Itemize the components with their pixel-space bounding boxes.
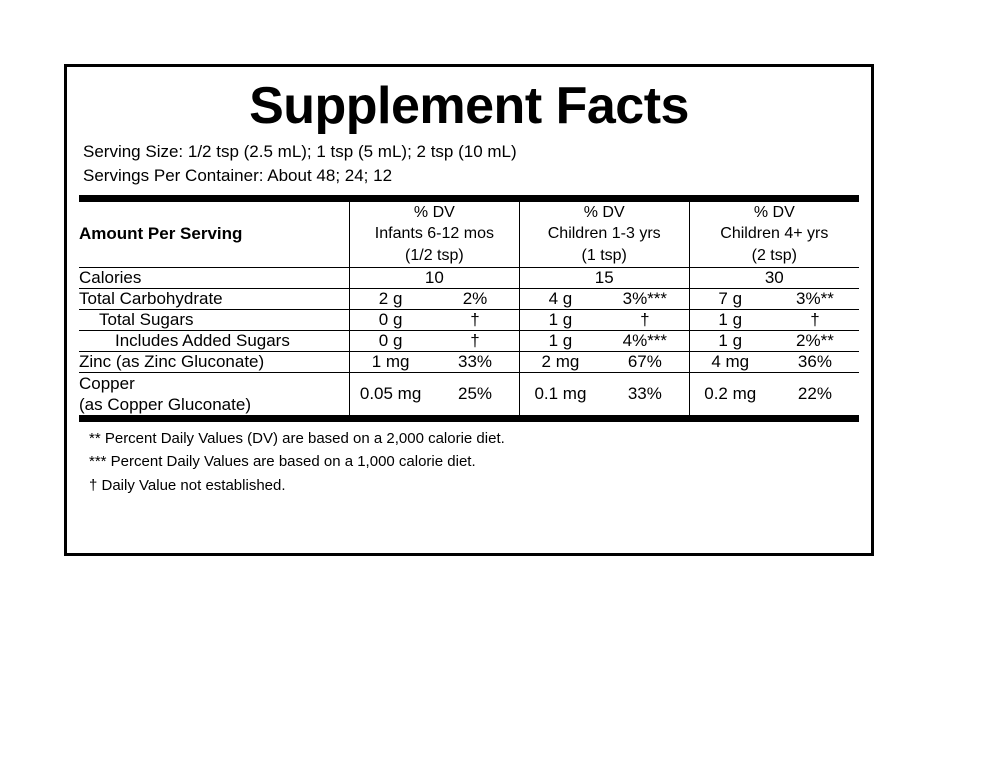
nutrient-name: Includes Added Sugars: [79, 330, 349, 351]
table-row: [79, 267, 859, 288]
nutrient-amount: 1 g: [519, 309, 601, 330]
nutrient-name: Calories: [79, 267, 349, 288]
nutrient-dv: 2%: [431, 288, 519, 309]
nutrient-amount: 4 g: [519, 288, 601, 309]
divider-thick-bottom: [79, 415, 859, 422]
nutrient-amount: 2 mg: [519, 351, 601, 372]
nutrient-dv: 25%: [431, 372, 519, 415]
nutrient-dv: 33%: [431, 351, 519, 372]
nutrient-amount: 1 g: [519, 330, 601, 351]
nutrient-value: 30: [689, 267, 859, 288]
column-header-infants-line2: Infants 6-12 mos: [374, 225, 494, 243]
servings-per-container: Servings Per Container: About 48; 24; 12: [83, 166, 393, 186]
serving-info: [79, 140, 859, 189]
nutrient-amount: 4 mg: [689, 351, 771, 372]
column-header-children-1-3-line2: Children 1-3 yrs: [547, 225, 661, 243]
column-header-children-4plus-line2: Children 4+ yrs: [720, 225, 829, 243]
footnotes: [79, 422, 859, 497]
nutrient-value: 10: [349, 267, 519, 288]
nutrient-amount: 1 g: [689, 309, 771, 330]
column-header-children-1-3: [519, 202, 689, 267]
nutrient-dv: 36%: [771, 351, 859, 372]
nutrient-name-line2: (as Copper Gluconate): [79, 394, 251, 414]
column-header-children-4plus-line1: % DV: [753, 203, 795, 221]
nutrient-name: Zinc (as Zinc Gluconate): [79, 351, 349, 372]
nutrient-amount: 0.2 mg: [689, 372, 771, 415]
supplement-facts-panel: [64, 64, 874, 556]
column-header-infants-line3: (1/2 tsp): [405, 247, 464, 265]
nutrient-name-line1: Copper: [79, 373, 135, 393]
nutrient-dv: 67%: [601, 351, 689, 372]
column-header-children-1-3-line3: (1 tsp): [581, 247, 627, 265]
footnote-dv-2000: ** Percent Daily Values (DV) are based on a 2,000 calorie diet.: [89, 430, 505, 448]
column-header-children-1-3-line1: % DV: [583, 203, 625, 221]
nutrient-dv: †: [601, 309, 689, 330]
footnote-dagger: † Daily Value not established.: [89, 476, 286, 494]
column-header-children-4plus-line3: (2 tsp): [751, 247, 797, 265]
nutrient-amount: 1 mg: [349, 351, 431, 372]
page-title: Supplement Facts: [249, 77, 689, 135]
nutrient-amount: 1 g: [689, 330, 771, 351]
nutrient-dv: 22%: [771, 372, 859, 415]
table-row: [79, 351, 859, 372]
amount-per-serving-header: Amount Per Serving: [79, 224, 243, 244]
table-row: [79, 288, 859, 309]
column-header-infants: [349, 202, 519, 267]
column-header-infants-line1: % DV: [413, 203, 455, 221]
supplement-facts-inner: [79, 73, 859, 497]
nutrient-dv: †: [431, 309, 519, 330]
nutrient-amount: 0.1 mg: [519, 372, 601, 415]
footnote-dv-1000: *** Percent Daily Values are based on a 1,000 calorie diet.: [89, 453, 476, 471]
serving-size: Serving Size: 1/2 tsp (2.5 mL); 1 tsp (5 mL); 2 tsp (10 mL): [83, 141, 517, 161]
column-header-children-4plus: [689, 202, 859, 267]
nutrient-dv: †: [431, 330, 519, 351]
nutrient-dv: 4%***: [601, 330, 689, 351]
nutrient-dv: 3%***: [601, 288, 689, 309]
nutrient-dv: 33%: [601, 372, 689, 415]
nutrient-name: [79, 372, 349, 415]
nutrient-dv: 3%**: [771, 288, 859, 309]
nutrient-amount: 7 g: [689, 288, 771, 309]
table-header-row: [79, 202, 859, 267]
nutrient-amount: 0.05 mg: [349, 372, 431, 415]
nutrient-name: Total Carbohydrate: [79, 288, 349, 309]
nutrient-amount: 0 g: [349, 330, 431, 351]
nutrient-amount: 0 g: [349, 309, 431, 330]
nutrient-dv: 2%**: [771, 330, 859, 351]
nutrient-name: Total Sugars: [79, 309, 349, 330]
table-row: [79, 330, 859, 351]
nutrient-value: 15: [519, 267, 689, 288]
nutrient-amount: 2 g: [349, 288, 431, 309]
nutrient-dv: †: [771, 309, 859, 330]
facts-table: [79, 202, 859, 415]
table-row: [79, 372, 859, 415]
divider-thick-top: [79, 195, 859, 202]
table-row: [79, 309, 859, 330]
